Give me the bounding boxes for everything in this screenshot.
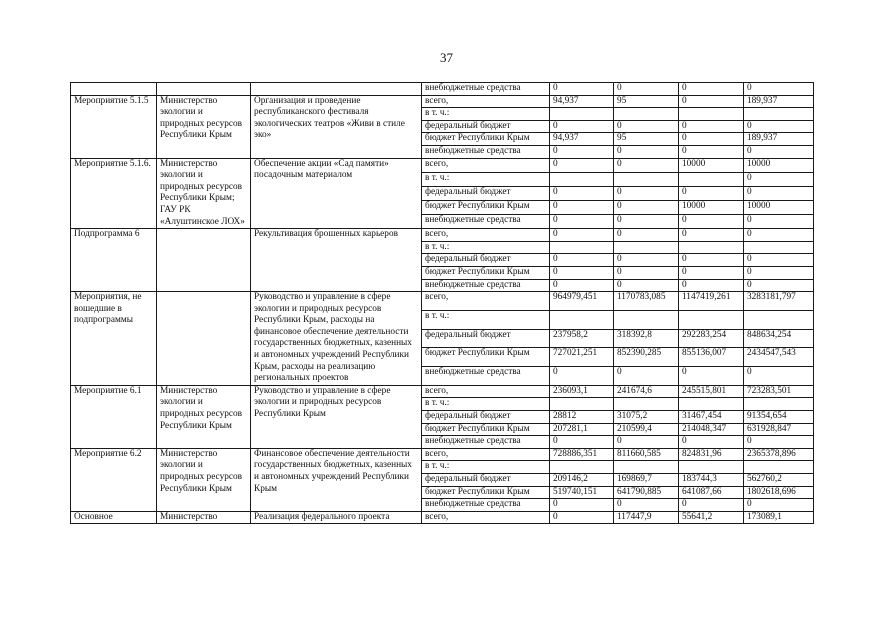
amount-cell: 0 bbox=[744, 279, 814, 292]
amount-cell: 964979,451 bbox=[550, 292, 614, 311]
amount-cell: 0 bbox=[679, 367, 744, 386]
executor-cell: Министерство экологии и природных ресурсов Республики Крым bbox=[157, 448, 251, 511]
amount-cell: 0 bbox=[614, 279, 679, 292]
amount-cell bbox=[679, 241, 744, 254]
amount-cell: 0 bbox=[679, 229, 744, 242]
description-cell: Руководство и управление в сфере экологии и природных ресурсов Республики Крым bbox=[251, 385, 422, 448]
amount-cell: 55641,2 bbox=[679, 511, 744, 524]
amount-cell: 209146,2 bbox=[550, 474, 614, 487]
amount-cell bbox=[614, 461, 679, 474]
amount-cell: 0 bbox=[614, 254, 679, 267]
amount-cell: 0 bbox=[679, 499, 744, 512]
event-cell: Подпрограмма 6 bbox=[71, 229, 157, 292]
amount-cell: 241674,6 bbox=[614, 385, 679, 398]
amount-cell: 214048,347 bbox=[679, 423, 744, 436]
event-cell: Мероприятие 5.1.6. bbox=[71, 158, 157, 229]
description-cell: Реализация федерального проекта bbox=[251, 511, 422, 524]
amount-cell: 0 bbox=[744, 83, 814, 96]
amount-cell: 0 bbox=[614, 367, 679, 386]
amount-cell: 237958,2 bbox=[550, 329, 614, 348]
executor-cell: Министерство экологии и природных ресурсов Республики Крым bbox=[157, 95, 251, 158]
amount-cell: 0 bbox=[550, 229, 614, 242]
amount-cell bbox=[744, 310, 814, 329]
amount-cell: 207281,1 bbox=[550, 423, 614, 436]
amount-cell: 10000 bbox=[744, 158, 814, 172]
amount-cell: 95 bbox=[614, 133, 679, 146]
amount-cell: 728886,351 bbox=[550, 448, 614, 461]
executor-cell bbox=[157, 229, 251, 292]
table-row bbox=[71, 385, 814, 398]
funding-source-cell: внебюджетные средства bbox=[422, 367, 550, 386]
budget-table bbox=[70, 82, 814, 524]
amount-cell: 0 bbox=[550, 120, 614, 133]
amount-cell bbox=[614, 310, 679, 329]
amount-cell: 0 bbox=[550, 436, 614, 449]
table-row bbox=[71, 511, 814, 524]
amount-cell: 0 bbox=[614, 83, 679, 96]
amount-cell: 169869,7 bbox=[614, 474, 679, 487]
amount-cell: 1802618,696 bbox=[744, 486, 814, 499]
amount-cell: 94,937 bbox=[550, 133, 614, 146]
amount-cell: 0 bbox=[550, 83, 614, 96]
amount-cell bbox=[550, 108, 614, 121]
executor-cell bbox=[157, 292, 251, 386]
amount-cell bbox=[614, 398, 679, 411]
amount-cell: 10000 bbox=[679, 200, 744, 214]
funding-source-cell: бюджет Республики Крым bbox=[422, 266, 550, 279]
funding-source-cell: федеральный бюджет bbox=[422, 474, 550, 487]
amount-cell: 0 bbox=[744, 215, 814, 229]
amount-cell: 318392,8 bbox=[614, 329, 679, 348]
funding-source-cell: внебюджетные средства bbox=[422, 436, 550, 449]
event-cell bbox=[71, 83, 157, 96]
table-row bbox=[71, 95, 814, 108]
funding-source-cell: всего, bbox=[422, 158, 550, 172]
funding-source-cell: в т. ч.: bbox=[422, 398, 550, 411]
amount-cell: 0 bbox=[744, 367, 814, 386]
description-cell: Организация и проведение республиканского фестиваля экологических театров «Живи в стиле эко» bbox=[251, 95, 422, 158]
funding-source-cell: всего, bbox=[422, 229, 550, 242]
funding-source-cell: внебюджетные средства bbox=[422, 145, 550, 158]
amount-cell: 0 bbox=[744, 266, 814, 279]
amount-cell bbox=[679, 108, 744, 121]
amount-cell: 727021,251 bbox=[550, 348, 614, 367]
amount-cell: 0 bbox=[744, 120, 814, 133]
amount-cell: 0 bbox=[679, 145, 744, 158]
amount-cell: 0 bbox=[550, 279, 614, 292]
amount-cell: 0 bbox=[614, 120, 679, 133]
executor-cell: Министерство экологии и природных ресурсов Республики Крым bbox=[157, 385, 251, 448]
amount-cell bbox=[679, 461, 744, 474]
amount-cell: 236093,1 bbox=[550, 385, 614, 398]
funding-source-cell: федеральный бюджет bbox=[422, 186, 550, 200]
amount-cell: 0 bbox=[614, 215, 679, 229]
amount-cell: 562760,2 bbox=[744, 474, 814, 487]
funding-source-cell: бюджет Республики Крым bbox=[422, 133, 550, 146]
funding-source-cell: бюджет Республики Крым bbox=[422, 200, 550, 214]
amount-cell: 0 bbox=[550, 145, 614, 158]
funding-source-cell: всего, bbox=[422, 511, 550, 524]
amount-cell: 91354,654 bbox=[744, 411, 814, 424]
amount-cell: 183744,3 bbox=[679, 474, 744, 487]
funding-source-cell: бюджет Республики Крым bbox=[422, 486, 550, 499]
amount-cell: 0 bbox=[550, 158, 614, 172]
amount-cell: 10000 bbox=[744, 200, 814, 214]
amount-cell: 848634,254 bbox=[744, 329, 814, 348]
funding-source-cell: в т. ч.: bbox=[422, 461, 550, 474]
description-cell: Финансовое обеспечение деятельности государственных бюджетных, казенных и автономных учреждений Республики Крым bbox=[251, 448, 422, 511]
amount-cell: 117447,9 bbox=[614, 511, 679, 524]
amount-cell: 31467,454 bbox=[679, 411, 744, 424]
event-cell: Мероприятия, не вошедшие в подпрограммы bbox=[71, 292, 157, 386]
amount-cell: 0 bbox=[550, 266, 614, 279]
table-row bbox=[71, 83, 814, 96]
amount-cell: 1170783,085 bbox=[614, 292, 679, 311]
amount-cell: 0 bbox=[550, 511, 614, 524]
amount-cell bbox=[550, 172, 614, 186]
amount-cell: 31075,2 bbox=[614, 411, 679, 424]
amount-cell: 0 bbox=[679, 215, 744, 229]
amount-cell: 0 bbox=[679, 266, 744, 279]
amount-cell: 1147419,261 bbox=[679, 292, 744, 311]
amount-cell: 0 bbox=[550, 186, 614, 200]
funding-source-cell: бюджет Республики Крым bbox=[422, 348, 550, 367]
amount-cell: 0 bbox=[679, 254, 744, 267]
amount-cell bbox=[744, 398, 814, 411]
amount-cell: 0 bbox=[744, 172, 814, 186]
amount-cell: 0 bbox=[550, 200, 614, 214]
funding-source-cell: в т. ч.: bbox=[422, 310, 550, 329]
funding-source-cell: федеральный бюджет bbox=[422, 254, 550, 267]
amount-cell: 94,937 bbox=[550, 95, 614, 108]
amount-cell bbox=[550, 461, 614, 474]
page-number: 37 bbox=[440, 50, 453, 65]
amount-cell bbox=[744, 461, 814, 474]
amount-cell: 0 bbox=[550, 215, 614, 229]
amount-cell: 2365378,896 bbox=[744, 448, 814, 461]
funding-source-cell: всего, bbox=[422, 385, 550, 398]
description-cell: Рекультивация брошенных карьеров bbox=[251, 229, 422, 292]
amount-cell: 0 bbox=[614, 266, 679, 279]
funding-source-cell: в т. ч.: bbox=[422, 172, 550, 186]
amount-cell: 0 bbox=[679, 120, 744, 133]
table-row bbox=[71, 292, 814, 311]
amount-cell bbox=[679, 310, 744, 329]
amount-cell: 0 bbox=[744, 436, 814, 449]
event-cell: Основное bbox=[71, 511, 157, 524]
amount-cell bbox=[679, 398, 744, 411]
amount-cell: 3283181,797 bbox=[744, 292, 814, 311]
executor-cell: Министерство bbox=[157, 511, 251, 524]
amount-cell: 641087,66 bbox=[679, 486, 744, 499]
amount-cell: 824831,96 bbox=[679, 448, 744, 461]
funding-source-cell: всего, bbox=[422, 292, 550, 311]
funding-source-cell: в т. ч.: bbox=[422, 108, 550, 121]
amount-cell: 95 bbox=[614, 95, 679, 108]
amount-cell: 0 bbox=[614, 229, 679, 242]
table-row bbox=[71, 448, 814, 461]
executor-cell bbox=[157, 83, 251, 96]
amount-cell: 0 bbox=[744, 145, 814, 158]
amount-cell: 0 bbox=[550, 499, 614, 512]
amount-cell: 0 bbox=[614, 200, 679, 214]
amount-cell: 189,937 bbox=[744, 95, 814, 108]
amount-cell: 0 bbox=[614, 436, 679, 449]
amount-cell bbox=[744, 241, 814, 254]
funding-source-cell: всего, bbox=[422, 448, 550, 461]
amount-cell: 0 bbox=[744, 186, 814, 200]
event-cell: Мероприятие 6.2 bbox=[71, 448, 157, 511]
funding-source-cell: федеральный бюджет bbox=[422, 411, 550, 424]
amount-cell: 2434547,543 bbox=[744, 348, 814, 367]
amount-cell: 0 bbox=[744, 254, 814, 267]
amount-cell: 0 bbox=[679, 83, 744, 96]
amount-cell bbox=[614, 172, 679, 186]
amount-cell: 0 bbox=[679, 279, 744, 292]
amount-cell: 0 bbox=[679, 436, 744, 449]
amount-cell: 855136,007 bbox=[679, 348, 744, 367]
amount-cell: 0 bbox=[614, 186, 679, 200]
description-cell bbox=[251, 83, 422, 96]
amount-cell: 28812 bbox=[550, 411, 614, 424]
amount-cell bbox=[744, 108, 814, 121]
funding-source-cell: внебюджетные средства bbox=[422, 499, 550, 512]
funding-source-cell: бюджет Республики Крым bbox=[422, 423, 550, 436]
description-cell: Обеспечение акции «Сад памяти» посадочным материалом bbox=[251, 158, 422, 229]
amount-cell: 852390,285 bbox=[614, 348, 679, 367]
amount-cell bbox=[550, 241, 614, 254]
amount-cell: 0 bbox=[679, 95, 744, 108]
amount-cell: 0 bbox=[614, 499, 679, 512]
amount-cell: 0 bbox=[679, 133, 744, 146]
description-cell: Руководство и управление в сфере экологии и природных ресурсов Республики Крым, расходы на финансовое обеспечение деятельности государственных бюджетных, казенных и автономных учреждений Республики Крым, расходы на реализацию региональных проектов bbox=[251, 292, 422, 386]
table-body bbox=[71, 83, 814, 524]
funding-source-cell: внебюджетные средства bbox=[422, 83, 550, 96]
funding-source-cell: внебюджетные средства bbox=[422, 215, 550, 229]
amount-cell: 723283,501 bbox=[744, 385, 814, 398]
table-row bbox=[71, 229, 814, 242]
event-cell: Мероприятие 5.1.5 bbox=[71, 95, 157, 158]
funding-source-cell: всего, bbox=[422, 95, 550, 108]
amount-cell: 173089,1 bbox=[744, 511, 814, 524]
amount-cell: 0 bbox=[744, 229, 814, 242]
amount-cell: 811660,585 bbox=[614, 448, 679, 461]
executor-cell: Министерство экологии и природных ресурсов Республики Крым; ГАУ РК «Алуштинское ЛОХ» bbox=[157, 158, 251, 229]
amount-cell bbox=[614, 108, 679, 121]
amount-cell bbox=[550, 398, 614, 411]
amount-cell: 245515,801 bbox=[679, 385, 744, 398]
amount-cell: 210599,4 bbox=[614, 423, 679, 436]
amount-cell bbox=[614, 241, 679, 254]
funding-source-cell: федеральный бюджет bbox=[422, 120, 550, 133]
amount-cell: 641790,885 bbox=[614, 486, 679, 499]
table-row bbox=[71, 158, 814, 172]
amount-cell: 0 bbox=[614, 158, 679, 172]
amount-cell: 0 bbox=[550, 254, 614, 267]
amount-cell: 292283,254 bbox=[679, 329, 744, 348]
amount-cell: 631928,847 bbox=[744, 423, 814, 436]
event-cell: Мероприятие 6.1 bbox=[71, 385, 157, 448]
funding-source-cell: федеральный бюджет bbox=[422, 329, 550, 348]
amount-cell bbox=[679, 172, 744, 186]
funding-source-cell: в т. ч.: bbox=[422, 241, 550, 254]
amount-cell: 10000 bbox=[679, 158, 744, 172]
amount-cell: 519740,151 bbox=[550, 486, 614, 499]
amount-cell bbox=[550, 310, 614, 329]
amount-cell: 0 bbox=[614, 145, 679, 158]
amount-cell: 0 bbox=[679, 186, 744, 200]
amount-cell: 0 bbox=[550, 367, 614, 386]
funding-source-cell: внебюджетные средства bbox=[422, 279, 550, 292]
amount-cell: 0 bbox=[744, 499, 814, 512]
amount-cell: 189,937 bbox=[744, 133, 814, 146]
